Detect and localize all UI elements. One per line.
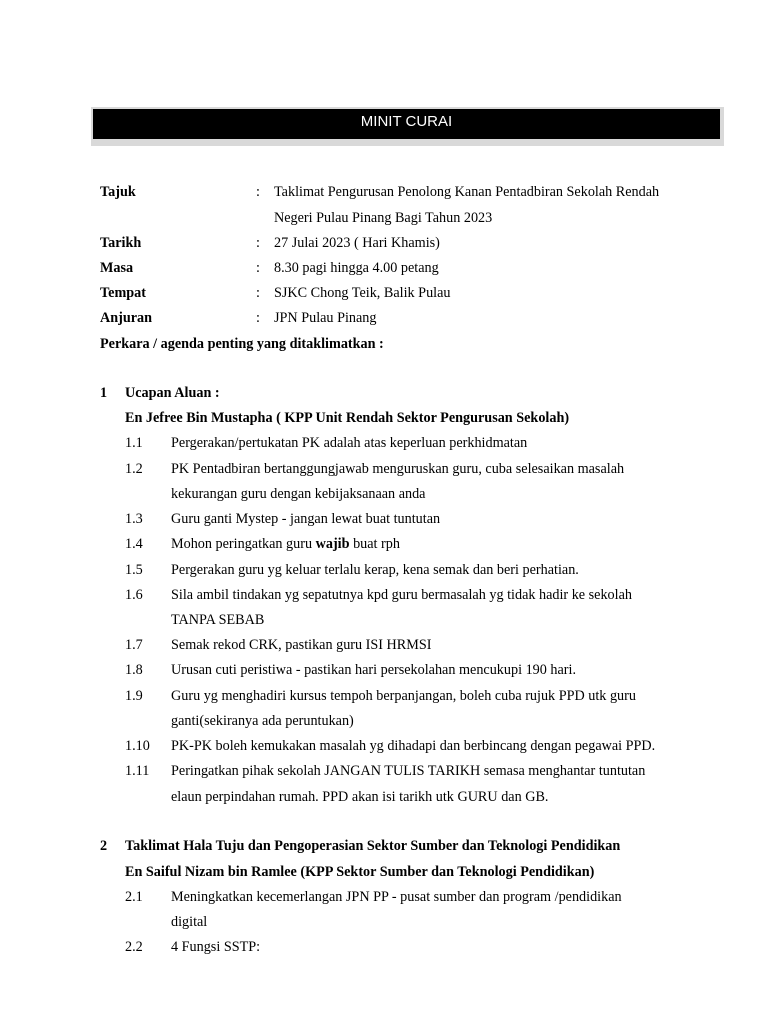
item-text: PK-PK boleh kemukakan masalah yg dihadapi dan berbincang dengan pegawai PPD. <box>171 738 656 754</box>
header-colon: : <box>256 184 260 200</box>
item-text-cont: elaun perpindahan rumah. PPD akan isi tarikh utk GURU dan GB. <box>171 789 549 805</box>
header-value-tempat: SJKC Chong Teik, Balik Pulau <box>274 285 451 301</box>
item-number: 1.6 <box>125 587 143 603</box>
item-text: Pergerakan guru yg keluar terlalu kerap, kena semak dan beri perhatian. <box>171 562 579 578</box>
header-label-tempat: Tempat <box>100 285 146 301</box>
item-text: Peringatkan pihak sekolah JANGAN TULIS TARIKH semasa menghantar tuntutan <box>171 763 646 779</box>
header-value-anjuran: JPN Pulau Pinang <box>274 310 377 326</box>
section-number: 1 <box>100 385 108 401</box>
item-number: 1.11 <box>125 763 150 779</box>
item-number: 1.3 <box>125 511 143 527</box>
item-number: 1.5 <box>125 562 143 578</box>
item-text: Pergerakan/pertukatan PK adalah atas keperluan perkhidmatan <box>171 435 528 451</box>
header-colon: : <box>256 260 260 276</box>
header-value-masa: 8.30 pagi hingga 4.00 petang <box>274 260 439 276</box>
header-label-masa: Masa <box>100 260 134 276</box>
section-title: Ucapan Aluan : <box>125 385 220 401</box>
header-label-tajuk: Tajuk <box>100 184 136 200</box>
item-text-cont: ganti(sekiranya ada peruntukan) <box>171 713 354 729</box>
header-label-anjuran: Anjuran <box>100 310 153 326</box>
header-value-tajuk: Taklimat Pengurusan Penolong Kanan Pentadbiran Sekolah Rendah <box>274 184 660 200</box>
item-number: 2.1 <box>125 889 143 905</box>
header-label-tarikh: Tarikh <box>100 235 142 251</box>
item-number: 2.2 <box>125 939 143 955</box>
item-text-cont: digital <box>171 914 208 930</box>
agenda-heading: Perkara / agenda penting yang ditaklimatkan : <box>100 336 384 352</box>
header-colon: : <box>256 235 260 251</box>
item-number: 1.2 <box>125 461 143 477</box>
item-number: 1.1 <box>125 435 143 451</box>
item-number: 1.7 <box>125 637 143 653</box>
section-speaker: En Jefree Bin Mustapha ( KPP Unit Rendah Sektor Pengurusan Sekolah) <box>125 410 570 426</box>
item-text: 4 Fungsi SSTP: <box>171 939 261 955</box>
item-text: Urusan cuti peristiwa - pastikan hari persekolahan mencukupi 190 hari. <box>171 662 577 678</box>
item-text: PK Pentadbiran bertanggungjawab menguruskan guru, cuba selesaikan masalah <box>171 461 625 477</box>
item-text: Guru yg menghadiri kursus tempoh berpanjangan, boleh cuba rujuk PPD utk guru <box>171 688 636 704</box>
section-speaker: En Saiful Nizam bin Ramlee (KPP Sektor Sumber dan Teknologi Pendidikan) <box>125 864 595 880</box>
item-text-post: buat rph <box>349 536 400 552</box>
item-number: 1.8 <box>125 662 143 678</box>
item-number: 1.10 <box>125 738 150 754</box>
item-number: 1.9 <box>125 688 143 704</box>
item-text <box>171 536 400 553</box>
document-title: MINIT CURAI <box>93 109 720 139</box>
section-number: 2 <box>100 838 108 854</box>
item-number: 1.4 <box>125 536 143 552</box>
item-text-pre: Mohon peringatkan guru <box>171 536 316 552</box>
item-text: Semak rekod CRK, pastikan guru ISI HRMSI <box>171 637 432 653</box>
item-text-cont: TANPA SEBAB <box>171 612 265 628</box>
header-colon: : <box>256 310 260 326</box>
item-text-emphasis: wajib <box>315 536 350 552</box>
header-colon: : <box>256 285 260 301</box>
item-text-cont: kekurangan guru dengan kebijaksanaan anda <box>171 486 426 502</box>
item-text: Sila ambil tindakan yg sepatutnya kpd guru bermasalah yg tidak hadir ke sekolah <box>171 587 632 603</box>
section-title: Taklimat Hala Tuju dan Pengoperasian Sektor Sumber dan Teknologi Pendidikan <box>125 838 621 854</box>
item-text: Meningkatkan kecemerlangan JPN PP - pusat sumber dan program /pendidikan <box>171 889 622 905</box>
header-value-tarikh: 27 Julai 2023 ( Hari Khamis) <box>274 235 440 251</box>
header-value-tajuk-cont: Negeri Pulau Pinang Bagi Tahun 2023 <box>274 210 493 226</box>
item-text: Guru ganti Mystep - jangan lewat buat tuntutan <box>171 511 441 527</box>
